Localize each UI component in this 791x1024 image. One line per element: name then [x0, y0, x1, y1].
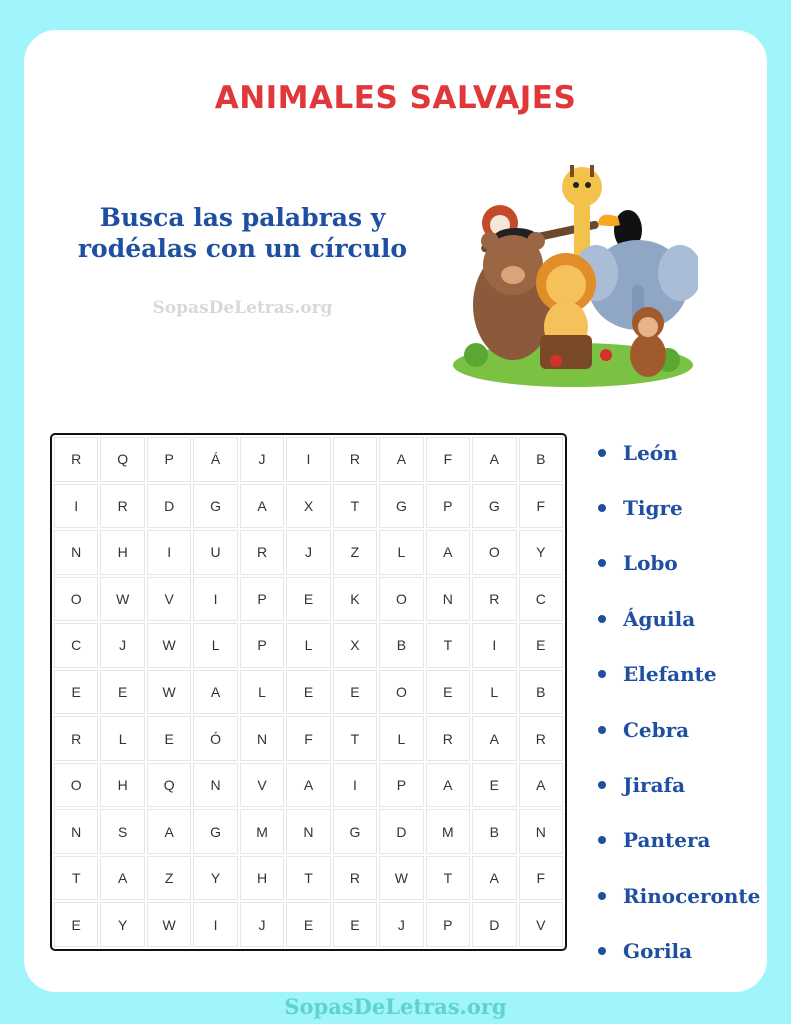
grid-cell[interactable]: A	[240, 484, 284, 529]
grid-cell[interactable]: F	[519, 484, 563, 529]
grid-cell[interactable]: E	[100, 670, 144, 715]
grid-cell[interactable]: H	[240, 856, 284, 901]
grid-cell[interactable]: F	[519, 856, 563, 901]
grid-cell[interactable]: B	[519, 437, 563, 482]
grid-cell[interactable]: Z	[147, 856, 191, 901]
bullet-icon	[598, 504, 606, 512]
grid-cell[interactable]: L	[286, 623, 330, 668]
grid-cell[interactable]: W	[147, 902, 191, 947]
grid-cell[interactable]: E	[519, 623, 563, 668]
grid-cell[interactable]: I	[333, 763, 377, 808]
grid-cell[interactable]: A	[147, 809, 191, 854]
grid-cell[interactable]: F	[426, 437, 470, 482]
grid-cell[interactable]: Z	[333, 530, 377, 575]
grid-cell[interactable]: L	[379, 716, 423, 761]
grid-cell[interactable]: R	[240, 530, 284, 575]
grid-cell[interactable]: D	[472, 902, 516, 947]
word-label: Cebra	[623, 717, 690, 742]
word-label: Pantera	[623, 828, 711, 853]
bullet-icon	[598, 781, 606, 789]
word-list	[598, 425, 783, 979]
grid-cell[interactable]: B	[379, 623, 423, 668]
grid-cell[interactable]: E	[54, 670, 98, 715]
grid-cell[interactable]: P	[426, 902, 470, 947]
grid-cell[interactable]: E	[333, 670, 377, 715]
bullet-icon	[598, 615, 606, 623]
grid-cell[interactable]: L	[240, 670, 284, 715]
grid-cell[interactable]: V	[147, 577, 191, 622]
grid-cell[interactable]: F	[286, 716, 330, 761]
grid-cell[interactable]: Á	[193, 437, 237, 482]
word-list-item	[598, 702, 783, 757]
grid-cell[interactable]: D	[147, 484, 191, 529]
grid-cell[interactable]: J	[286, 530, 330, 575]
grid-cell[interactable]: W	[100, 577, 144, 622]
grid-cell[interactable]: R	[100, 484, 144, 529]
grid-cell[interactable]: B	[519, 670, 563, 715]
grid-cell[interactable]: R	[333, 437, 377, 482]
grid-cell[interactable]: C	[54, 623, 98, 668]
grid-cell[interactable]: B	[472, 809, 516, 854]
grid-cell[interactable]: X	[286, 484, 330, 529]
grid-cell[interactable]: G	[472, 484, 516, 529]
word-list-item	[598, 868, 783, 923]
grid-cell[interactable]: A	[519, 763, 563, 808]
grid-cell[interactable]: J	[240, 437, 284, 482]
bullet-icon	[598, 836, 606, 844]
grid-cell[interactable]: E	[54, 902, 98, 947]
page-title: ANIMALES SALVAJES	[214, 80, 577, 116]
bullet-icon	[598, 726, 606, 734]
grid-cell[interactable]: N	[240, 716, 284, 761]
grid-cell[interactable]: Y	[100, 902, 144, 947]
grid-cell[interactable]: I	[193, 902, 237, 947]
word-list-item	[598, 647, 783, 702]
grid-cell[interactable]: U	[193, 530, 237, 575]
grid-cell[interactable]: T	[426, 623, 470, 668]
grid-cell[interactable]: D	[379, 809, 423, 854]
word-label: León	[623, 440, 678, 465]
grid-cell[interactable]: I	[147, 530, 191, 575]
grid-cell[interactable]: O	[54, 577, 98, 622]
grid-cell[interactable]: E	[286, 670, 330, 715]
grid-cell[interactable]: L	[193, 623, 237, 668]
grid-cell[interactable]: P	[240, 577, 284, 622]
word-label: Lobo	[623, 551, 678, 576]
grid-cell[interactable]: O	[54, 763, 98, 808]
grid-cell[interactable]: Y	[193, 856, 237, 901]
grid-cell[interactable]: H	[100, 530, 144, 575]
grid-cell[interactable]: W	[147, 623, 191, 668]
grid-cell[interactable]: P	[379, 763, 423, 808]
word-label: Tigre	[623, 496, 683, 521]
grid-cell[interactable]: P	[426, 484, 470, 529]
word-label: Gorila	[623, 939, 693, 964]
grid-cell[interactable]: I	[54, 484, 98, 529]
grid-cell[interactable]: A	[472, 716, 516, 761]
grid-cell[interactable]: G	[333, 809, 377, 854]
grid-cell[interactable]: Y	[519, 530, 563, 575]
grid-cell[interactable]: R	[54, 437, 98, 482]
grid-cell[interactable]: N	[54, 530, 98, 575]
word-list-item	[598, 425, 783, 480]
animals-illustration	[448, 155, 698, 395]
grid-cell[interactable]: R	[519, 716, 563, 761]
grid-cell[interactable]: A	[286, 763, 330, 808]
grid-cell[interactable]: L	[100, 716, 144, 761]
bullet-icon	[598, 892, 606, 900]
grid-cell[interactable]: M	[426, 809, 470, 854]
grid-cell[interactable]: I	[472, 623, 516, 668]
grid-cell[interactable]: A	[426, 763, 470, 808]
bullet-icon	[598, 947, 606, 955]
grid-cell[interactable]: G	[379, 484, 423, 529]
grid-cell[interactable]: T	[333, 716, 377, 761]
grid-cell[interactable]: T	[426, 856, 470, 901]
grid-cell[interactable]: Ó	[193, 716, 237, 761]
grid-cell[interactable]: E	[426, 670, 470, 715]
grid-cell[interactable]: N	[193, 763, 237, 808]
grid-cell[interactable]: A	[100, 856, 144, 901]
grid-cell[interactable]: J	[240, 902, 284, 947]
grid-cell[interactable]: M	[240, 809, 284, 854]
grid-cell[interactable]: N	[286, 809, 330, 854]
grid-cell[interactable]: J	[379, 902, 423, 947]
word-list-item	[598, 757, 783, 812]
grid-cell[interactable]: E	[286, 902, 330, 947]
grid-cell[interactable]: Q	[147, 763, 191, 808]
word-list-item	[598, 924, 783, 979]
word-list-item	[598, 536, 783, 591]
grid-cell[interactable]: A	[193, 670, 237, 715]
grid-cell[interactable]: L	[379, 530, 423, 575]
grid-cell[interactable]: W	[147, 670, 191, 715]
grid-cell[interactable]: G	[193, 484, 237, 529]
grid-cell[interactable]: X	[333, 623, 377, 668]
grid-cell[interactable]: A	[426, 530, 470, 575]
grid-cell[interactable]: L	[472, 670, 516, 715]
bullet-icon	[598, 559, 606, 567]
grid-cell[interactable]: C	[519, 577, 563, 622]
grid-cell[interactable]: T	[286, 856, 330, 901]
grid-cell[interactable]: I	[286, 437, 330, 482]
grid-cell[interactable]: P	[147, 437, 191, 482]
grid-cell[interactable]: A	[379, 437, 423, 482]
grid-cell[interactable]: G	[193, 809, 237, 854]
grid-cell[interactable]: K	[333, 577, 377, 622]
bullet-icon	[598, 670, 606, 678]
grid-cell[interactable]: T	[333, 484, 377, 529]
grid-cell[interactable]: S	[100, 809, 144, 854]
grid-cell[interactable]: N	[54, 809, 98, 854]
grid-cell[interactable]: T	[54, 856, 98, 901]
grid-cell[interactable]: A	[472, 437, 516, 482]
word-label: Jirafa	[623, 773, 686, 798]
grid-cell[interactable]: R	[54, 716, 98, 761]
grid-cell[interactable]: V	[519, 902, 563, 947]
grid-cell[interactable]: J	[100, 623, 144, 668]
watermark-top: SopasDeLetras.org	[152, 298, 333, 318]
grid-cell[interactable]: E	[286, 577, 330, 622]
grid-cell[interactable]: N	[426, 577, 470, 622]
grid-cell[interactable]: P	[240, 623, 284, 668]
grid-cell[interactable]: R	[472, 577, 516, 622]
word-label: Águila	[623, 606, 696, 631]
word-search-grid[interactable]	[50, 433, 567, 951]
grid-cell[interactable]: N	[519, 809, 563, 854]
grid-cell[interactable]: E	[472, 763, 516, 808]
grid-cell[interactable]: W	[379, 856, 423, 901]
grid-cell[interactable]: O	[379, 670, 423, 715]
word-list-item	[598, 813, 783, 868]
grid-cell[interactable]: O	[472, 530, 516, 575]
grid-cell[interactable]: E	[333, 902, 377, 947]
word-list-item	[598, 591, 783, 646]
grid-cell[interactable]: O	[379, 577, 423, 622]
grid-cell[interactable]: Q	[100, 437, 144, 482]
grid-cell[interactable]: V	[240, 763, 284, 808]
word-label: Elefante	[623, 662, 717, 687]
grid-cell[interactable]: I	[193, 577, 237, 622]
watermark-bottom: SopasDeLetras.org	[284, 994, 507, 1019]
grid-cell[interactable]: E	[147, 716, 191, 761]
bullet-icon	[598, 449, 606, 457]
grid-cell[interactable]: R	[333, 856, 377, 901]
word-list-item	[598, 480, 783, 535]
word-label: Rinoceronte	[623, 883, 761, 908]
grid-cell[interactable]: R	[426, 716, 470, 761]
grid-cell[interactable]: H	[100, 763, 144, 808]
instructions: Busca las palabras y rodéalas con un círculo	[77, 203, 408, 263]
grid-cell[interactable]: A	[472, 856, 516, 901]
